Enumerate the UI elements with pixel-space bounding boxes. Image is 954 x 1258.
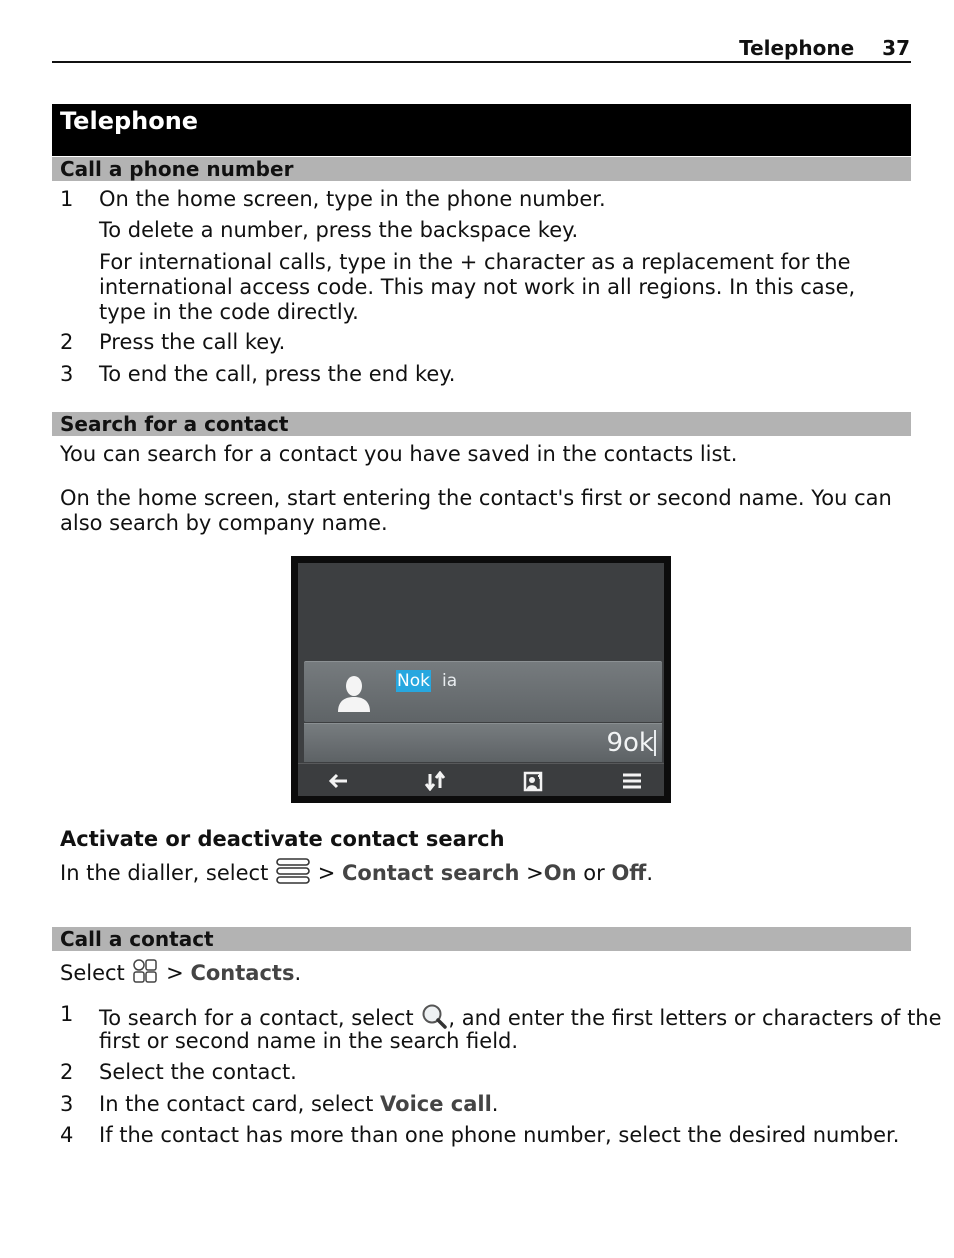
activate-heading: Activate or deactivate contact search — [60, 827, 505, 851]
step-text: Select the contact. — [99, 1060, 297, 1084]
page-number: 37 — [882, 36, 910, 60]
apps-grid-icon — [131, 957, 159, 991]
activate-instruction — [60, 857, 653, 891]
typed-number: 9ok — [606, 728, 654, 758]
off-option: Off — [611, 861, 647, 885]
step3-end: . — [491, 1092, 499, 1116]
on-option: On — [543, 861, 577, 885]
step-number: 3 — [60, 362, 74, 386]
search-intro: You can search for a contact you have saved in the contacts list. — [60, 442, 738, 466]
select-contacts-instruction — [60, 957, 301, 991]
search-body: On the home screen, start entering the contact's first or second name. You can also search by company name. — [60, 486, 892, 535]
step1-pre: To search for a contact, select — [99, 1006, 414, 1030]
step1-post: , and enter the first letters or characters of the — [448, 1006, 942, 1030]
note-delete: To delete a number, press the backspace key. — [99, 218, 579, 242]
activate-or: or — [583, 861, 605, 885]
step-number: 4 — [60, 1123, 74, 1147]
chapter-title: Telephone — [60, 107, 199, 135]
contact-search-option: Contact search — [342, 861, 520, 885]
contact-avatar-icon — [334, 672, 374, 712]
step-text: If the contact has more than one phone number, select the desired number. — [99, 1123, 900, 1147]
select-prefix: Select — [60, 961, 125, 985]
activate-sep: > — [317, 861, 336, 885]
back-arrow-icon[interactable] — [308, 764, 368, 796]
step-number: 3 — [60, 1092, 74, 1116]
dial-input-field[interactable] — [304, 723, 662, 762]
step-number: 2 — [60, 330, 74, 354]
phone-toolbar — [298, 763, 664, 796]
running-header — [711, 36, 910, 60]
step-text — [99, 1092, 498, 1117]
step3-pre: In the contact card, select — [99, 1092, 374, 1116]
activate-sep: > — [526, 861, 544, 885]
section-heading-search-contact: Search for a contact — [60, 412, 289, 436]
note-international: For international calls, type in the + character as a replacement for the international access code. This may not work in all regions. In this case, type in the code directly. — [99, 250, 856, 324]
step-text: Press the call key. — [99, 330, 286, 354]
swap-arrows-icon[interactable] — [405, 764, 465, 796]
search-match-rest: ia — [442, 671, 458, 691]
voice-call-option: Voice call — [380, 1092, 492, 1116]
section-heading-call-contact: Call a contact — [60, 927, 214, 951]
contact-result-row[interactable] — [304, 661, 662, 722]
step-number: 2 — [60, 1060, 74, 1084]
select-end: . — [294, 961, 302, 985]
step-text: To end the call, press the end key. — [99, 362, 456, 386]
menu-icon — [275, 857, 311, 891]
step-number: 1 — [60, 1002, 74, 1026]
step-text: On the home screen, type in the phone number. — [99, 187, 606, 211]
select-sep: > — [166, 961, 184, 985]
activate-prefix: In the dialler, select — [60, 861, 269, 885]
text-cursor — [654, 730, 656, 756]
contacts-card-icon[interactable] — [504, 764, 564, 796]
activate-end: . — [646, 861, 653, 885]
header-rule — [52, 61, 911, 63]
phone-screen — [298, 563, 664, 796]
contacts-option: Contacts — [190, 961, 295, 985]
step-text-continued: first or second name in the search field. — [99, 1029, 519, 1053]
section-heading-call-number: Call a phone number — [60, 157, 294, 181]
search-match-highlight: Nok — [397, 671, 430, 691]
running-header-title: Telephone — [739, 36, 855, 60]
phone-screenshot — [291, 556, 671, 803]
step-number: 1 — [60, 187, 74, 211]
menu-icon[interactable] — [602, 764, 662, 796]
